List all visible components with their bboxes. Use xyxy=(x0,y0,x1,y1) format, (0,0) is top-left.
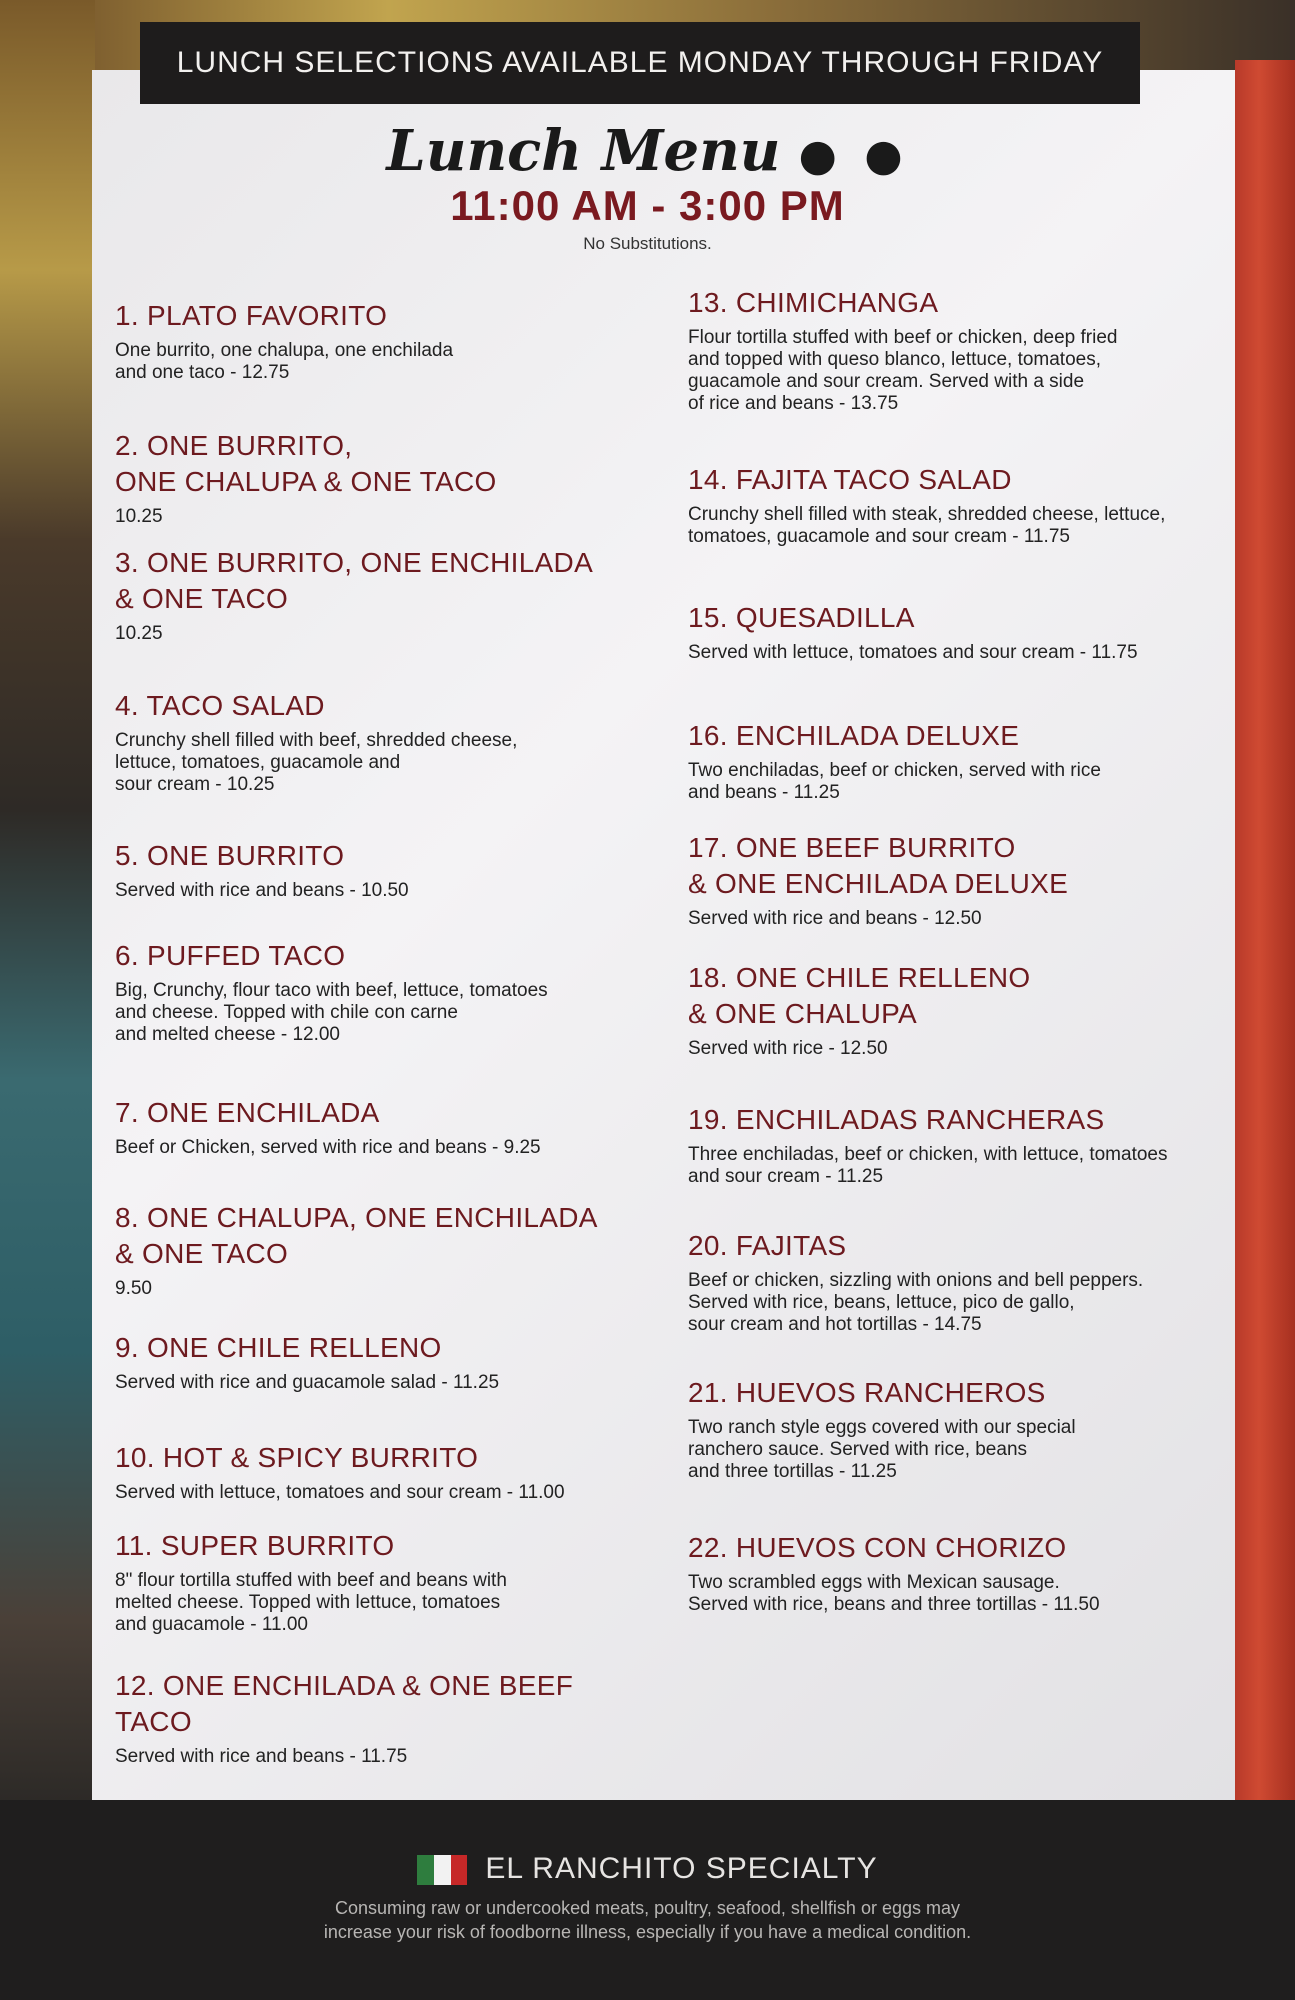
menu-item-description: Served with rice - 12.50 xyxy=(688,1038,888,1059)
menu-item-description: One burrito, one chalupa, one enchilada and one taco - 12.75 xyxy=(115,340,454,383)
menu-item-description: 10.25 xyxy=(115,506,163,527)
menu-item xyxy=(688,600,1208,664)
menu-item-description: Two ranch style eggs covered with our special ranchero sauce. Served with rice, beans and three tortillas - 11.25 xyxy=(688,1417,1076,1482)
menu-item-name: 22. HUEVOS CON CHORIZO xyxy=(688,1532,1067,1563)
menu-item-name: 16. ENCHILADA DELUXE xyxy=(688,720,1020,751)
menu-item xyxy=(115,298,635,384)
menu-item-name: 12. ONE ENCHILADA & ONE BEEF TACO xyxy=(115,1670,574,1737)
decorative-border-left xyxy=(0,0,95,1800)
lunch-hours: 11:00 AM - 3:00 PM xyxy=(450,182,845,229)
menu-item-name: 8. ONE CHALUPA, ONE ENCHILADA & ONE TACO xyxy=(115,1202,598,1269)
menu-item-description: 10.25 xyxy=(115,623,163,644)
menu-item xyxy=(115,1330,635,1394)
availability-banner xyxy=(140,22,1140,104)
specialty-label xyxy=(0,1852,1295,1886)
availability-banner-text: LUNCH SELECTIONS AVAILABLE MONDAY THROUGH FRIDAY xyxy=(176,46,1104,79)
menu-item-name: 10. HOT & SPICY BURRITO xyxy=(115,1442,479,1473)
menu-item-name: 21. HUEVOS RANCHEROS xyxy=(688,1377,1046,1408)
menu-item-description: Beef or chicken, sizzling with onions and bell peppers. Served with rice, beans, lettuce, pico de gallo, sour cream and hot tortillas - 14.75 xyxy=(688,1270,1144,1335)
menu-item xyxy=(115,545,635,645)
menu-item-description: Big, Crunchy, flour taco with beef, lettuce, tomatoes and cheese. Topped with chile con carne and melted cheese - 12.00 xyxy=(115,980,548,1045)
menu-item xyxy=(115,1528,635,1636)
menu-item xyxy=(688,1530,1208,1616)
menu-item-name: 1. PLATO FAVORITO xyxy=(115,300,388,331)
menu-item-description: 8" flour tortilla stuffed with beef and beans with melted cheese. Topped with lettuce, tomatoes and guacamole - 11.00 xyxy=(115,1570,507,1635)
menu-item xyxy=(115,1095,635,1159)
menu-item-name: 17. ONE BEEF BURRITO & ONE ENCHILADA DELUXE xyxy=(688,832,1069,899)
menu-item-name: 20. FAJITAS xyxy=(688,1230,847,1261)
menu-item xyxy=(688,960,1208,1060)
specialty-text: EL RANCHITO SPECIALTY xyxy=(485,1852,878,1885)
food-safety-disclaimer xyxy=(0,1896,1295,1944)
menu-item xyxy=(688,1228,1208,1336)
menu-item-description: Two scrambled eggs with Mexican sausage. Served with rice, beans and three tortillas - 11.50 xyxy=(688,1572,1100,1615)
menu-item-description: Served with rice and beans - 11.75 xyxy=(115,1746,408,1767)
menu-item xyxy=(688,462,1208,548)
menu-item xyxy=(115,938,635,1046)
menu-item xyxy=(115,1440,635,1504)
title-dots-decoration: ● ● xyxy=(798,130,909,181)
menu-item xyxy=(688,718,1208,804)
disclaimer-line-2: increase your risk of foodborne illness, especially if you have a medical condition. xyxy=(323,1922,972,1942)
decorative-border-right xyxy=(1235,60,1295,1820)
menu-item xyxy=(688,830,1208,930)
menu-item-description: Served with lettuce, tomatoes and sour cream - 11.00 xyxy=(115,1482,565,1503)
menu-item-description: Crunchy shell filled with beef, shredded cheese, lettuce, tomatoes, guacamole and sour cream - 10.25 xyxy=(115,730,518,795)
menu-title-text: Lunch Menu xyxy=(386,118,781,184)
menu-item-name: 3. ONE BURRITO, ONE ENCHILADA & ONE TACO xyxy=(115,547,594,614)
mexican-flag-icon xyxy=(417,1855,467,1885)
disclaimer-line-1: Consuming raw or undercooked meats, poultry, seafood, shellfish or eggs may xyxy=(335,1898,960,1918)
menu-item-name: 15. QUESADILLA xyxy=(688,602,915,633)
menu-item-name: 5. ONE BURRITO xyxy=(115,840,345,871)
menu-item-name: 2. ONE BURRITO, ONE CHALUPA & ONE TACO xyxy=(115,430,497,497)
menu-item xyxy=(688,1375,1208,1483)
menu-item-description: Served with rice and beans - 10.50 xyxy=(115,880,409,901)
menu-item-name: 13. CHIMICHANGA xyxy=(688,287,939,318)
menu-item-name: 9. ONE CHILE RELLENO xyxy=(115,1332,442,1363)
menu-item-description: 9.50 xyxy=(115,1278,152,1299)
menu-item xyxy=(115,1668,635,1768)
menu-item-name: 6. PUFFED TACO xyxy=(115,940,346,971)
menu-item-description: Two enchiladas, beef or chicken, served with rice and beans - 11.25 xyxy=(688,760,1101,803)
menu-item-description: Served with rice and guacamole salad - 11.25 xyxy=(115,1372,500,1393)
menu-item xyxy=(688,285,1208,415)
menu-item-name: 7. ONE ENCHILADA xyxy=(115,1097,380,1128)
menu-item xyxy=(688,1102,1208,1188)
no-substitutions-note: No Substitutions. xyxy=(583,234,712,253)
menu-item-description: Served with rice and beans - 12.50 xyxy=(688,908,982,929)
menu-item-description: Flour tortilla stuffed with beef or chicken, deep fried and topped with queso blanco, lettuce, tomatoes, guacamole and sour cream. Served with a side of rice and beans - 13.75 xyxy=(688,327,1118,414)
menu-item-description: Crunchy shell filled with steak, shredded cheese, lettuce, tomatoes, guacamole and sour cream - 11.75 xyxy=(688,504,1166,547)
menu-item-name: 11. SUPER BURRITO xyxy=(115,1530,395,1561)
menu-item-description: Served with lettuce, tomatoes and sour cream - 11.75 xyxy=(688,642,1138,663)
menu-item-name: 18. ONE CHILE RELLENO & ONE CHALUPA xyxy=(688,962,1031,1029)
menu-item xyxy=(115,838,635,902)
menu-item-description: Beef or Chicken, served with rice and beans - 9.25 xyxy=(115,1137,541,1158)
menu-item-name: 4. TACO SALAD xyxy=(115,690,325,721)
menu-item xyxy=(115,1200,635,1300)
menu-item-name: 19. ENCHILADAS RANCHERAS xyxy=(688,1104,1105,1135)
menu-item xyxy=(115,688,635,796)
menu-item-name: 14. FAJITA TACO SALAD xyxy=(688,464,1012,495)
menu-item xyxy=(115,428,635,528)
menu-item-description: Three enchiladas, beef or chicken, with lettuce, tomatoes and sour cream - 11.25 xyxy=(688,1144,1168,1187)
menu-title xyxy=(0,118,1295,184)
